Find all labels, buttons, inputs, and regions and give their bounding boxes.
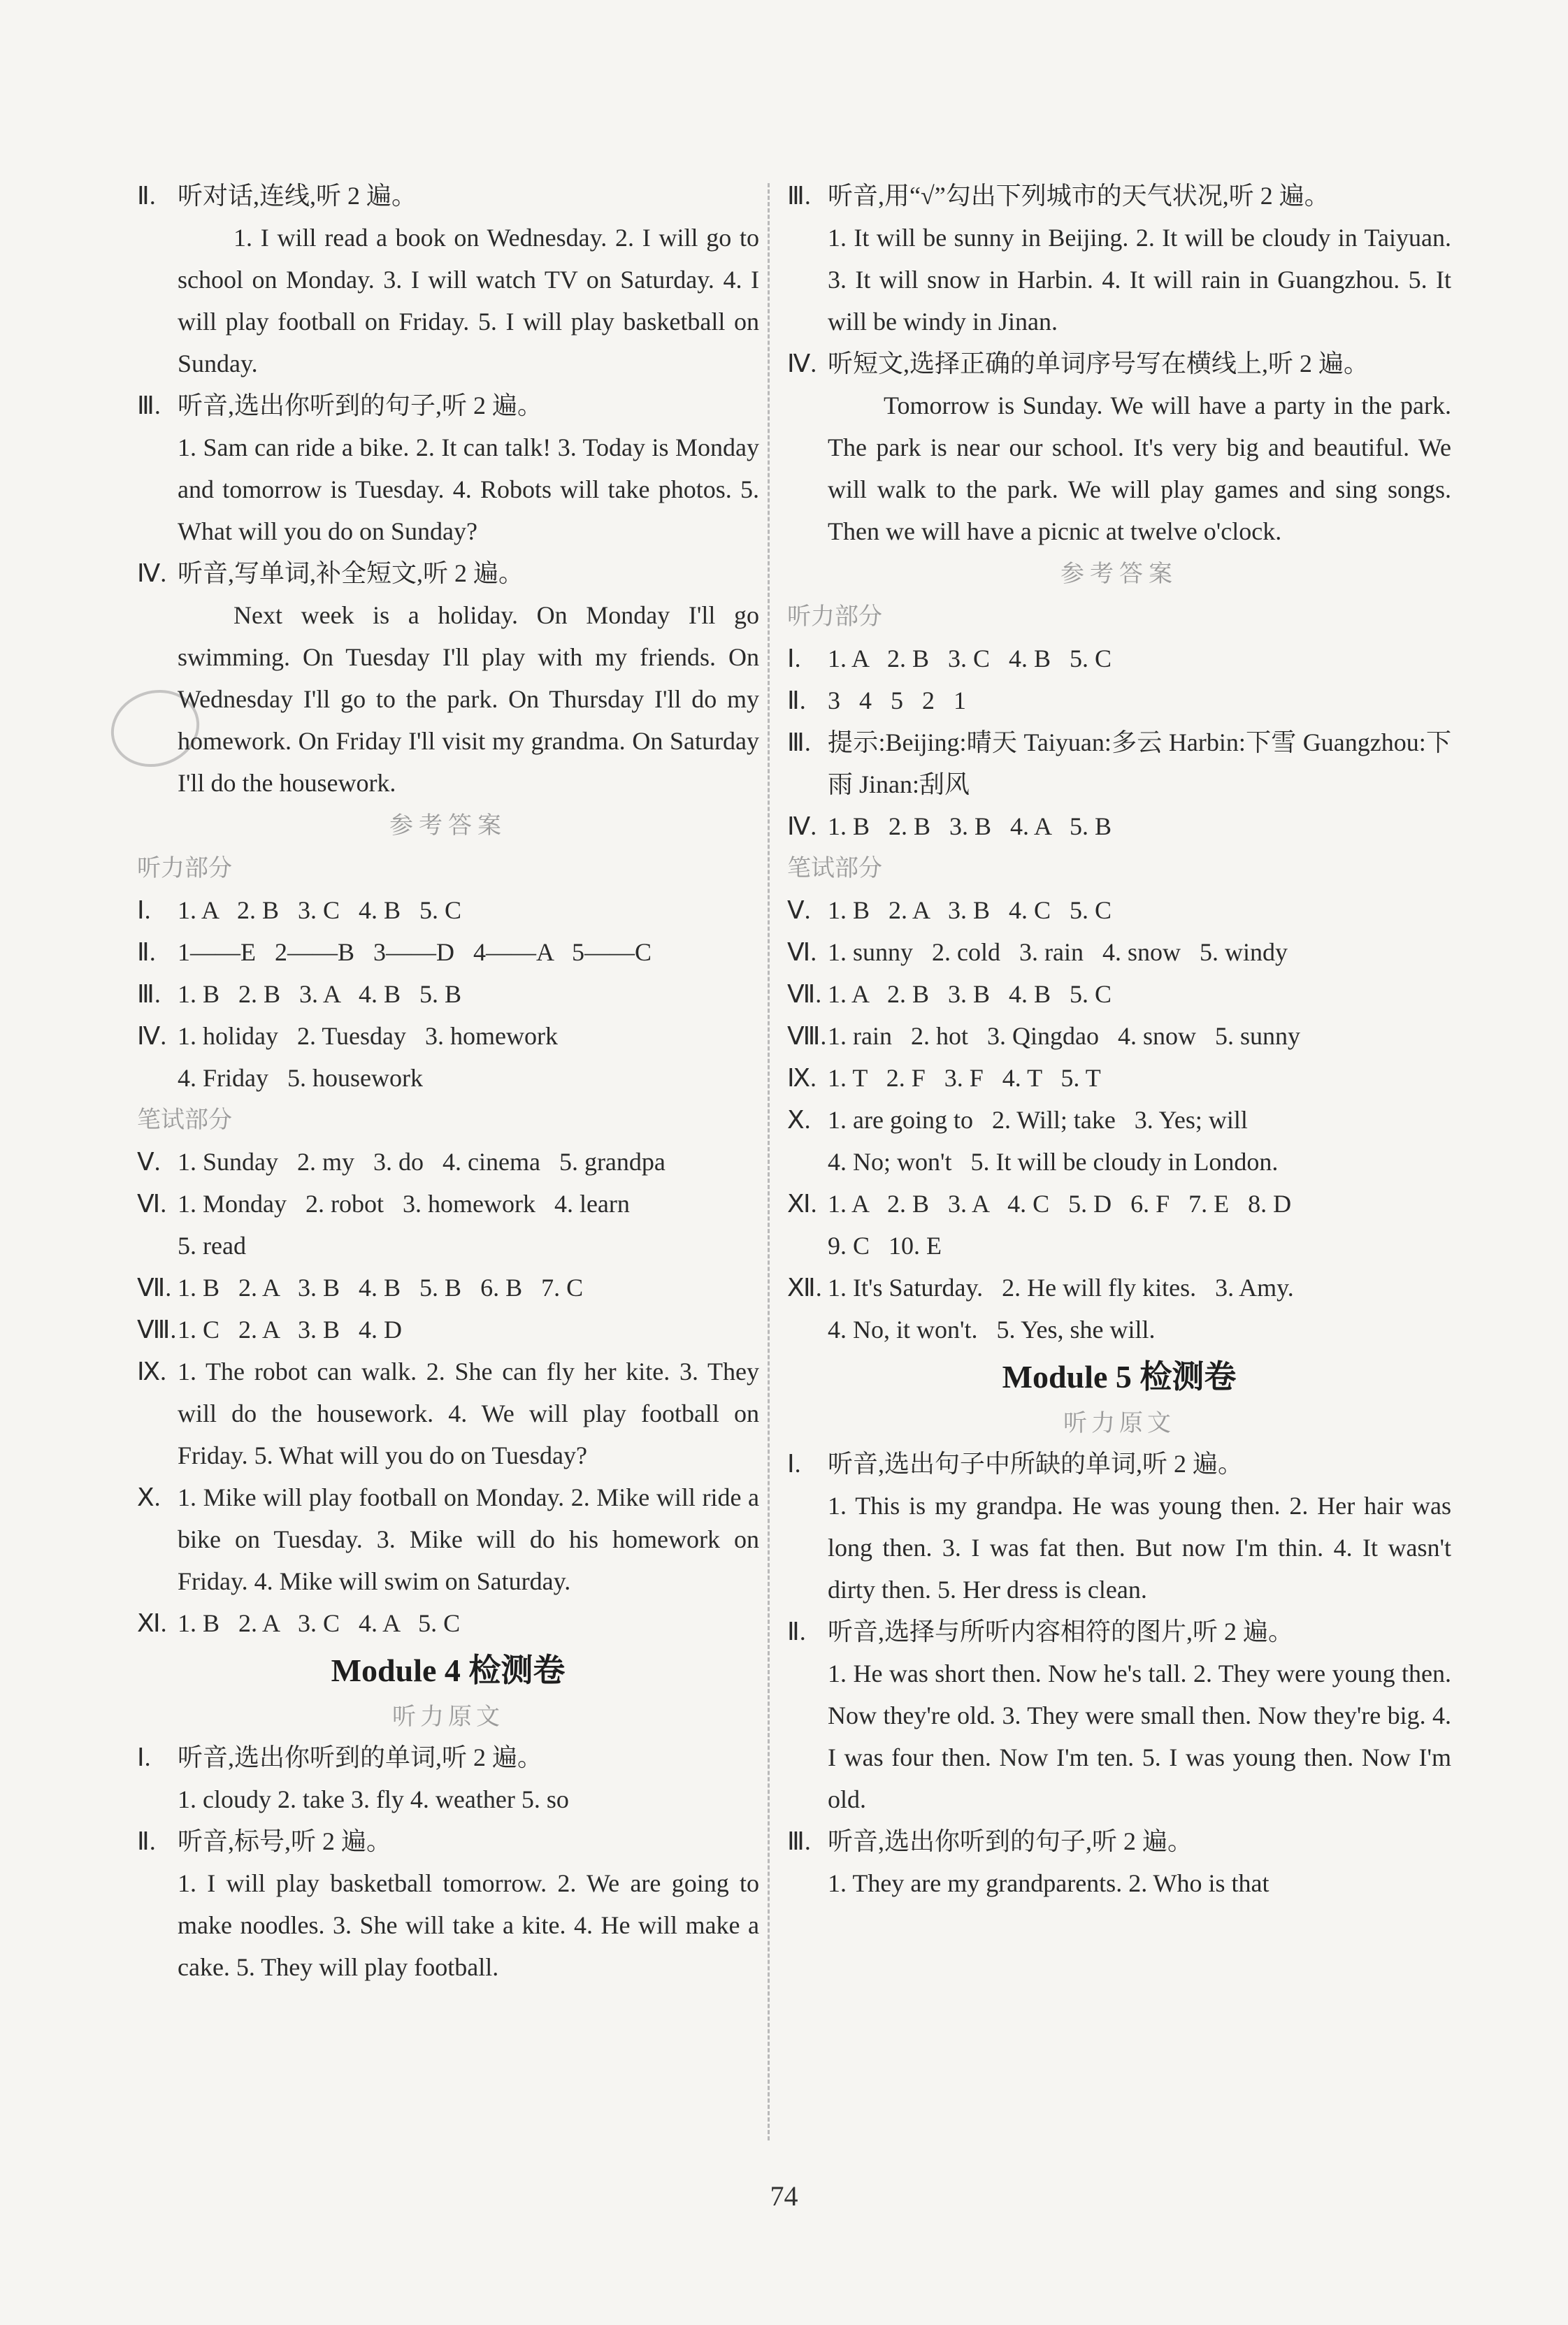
section-text: 1. cloudy 2. take 3. fly 4. weather 5. so	[178, 1785, 569, 1813]
section-text: 1. They are my grandparents. 2. Who is that	[828, 1869, 1269, 1897]
row-number: Ⅶ.	[137, 1274, 172, 1302]
answer-row	[137, 1267, 759, 1309]
module-5-section-1	[787, 1443, 1451, 1611]
section-number: Ⅲ.	[137, 391, 161, 419]
row-number: Ⅴ.	[137, 1148, 161, 1176]
row-text: 1. C 2. A 3. B 4. D	[178, 1316, 403, 1344]
row-text: 1. B 2. A 3. B 4. C 5. C	[828, 896, 1112, 924]
answer-row	[787, 889, 1451, 931]
module-4-section-2	[137, 1820, 759, 1988]
row-number: Ⅵ.	[787, 938, 817, 966]
answer-row	[137, 1015, 759, 1099]
answer-row	[137, 1183, 759, 1267]
section-text: 1. Sam can ride a bike. 2. It can talk! 3. Today is Monday and tomorrow is Tuesday. 4. Robots will take photos. 5. What will you do on Sunday?	[178, 433, 759, 545]
row-number: Ⅲ.	[137, 980, 161, 1008]
section-number: Ⅲ.	[787, 1827, 811, 1855]
section-number: Ⅱ.	[137, 1827, 156, 1855]
section-4	[137, 552, 759, 804]
row-number: Ⅷ.	[137, 1316, 177, 1344]
section-heading: 听音,选出你听到的单词,听 2 遍。	[178, 1743, 543, 1771]
row-number: Ⅻ.	[787, 1274, 822, 1302]
row-text: 1. A 2. B 3. B 4. B 5. C	[828, 980, 1112, 1008]
row-number: Ⅸ.	[137, 1358, 167, 1385]
row-number: Ⅰ.	[137, 896, 151, 924]
row-text: 1. Mike will play football on Monday. 2. Mike will ride a bike on Tuesday. 3. Mike will do his homework on Friday. 4. Mike will swim on Saturday.	[178, 1483, 759, 1595]
row-text: 3 4 5 2 1	[828, 686, 966, 714]
module-4-title: Module 4 检测卷	[331, 1653, 566, 1688]
answer-row	[787, 1015, 1451, 1057]
section-heading: 听音,选出你听到的句子,听 2 遍。	[178, 391, 543, 419]
module-5-subtitle: 听力原文	[1063, 1409, 1175, 1437]
row-text: 1. It's Saturday. 2. He will fly kites. 3. Amy. 4. No, it won't. 5. Yes, she will.	[828, 1274, 1294, 1344]
row-number: Ⅱ.	[137, 938, 156, 966]
row-text: 1. rain 2. hot 3. Qingdao 4. snow 5. sunny	[828, 1022, 1300, 1050]
section-4	[787, 343, 1451, 552]
section-heading: 听音,选出句子中所缺的单词,听 2 遍。	[828, 1450, 1244, 1478]
section-number: Ⅱ.	[137, 182, 156, 210]
row-text: 1. Sunday 2. my 3. do 4. cinema 5. grandpa	[178, 1148, 666, 1176]
module-5-section-3	[787, 1820, 1451, 1904]
section-heading: 听对话,连线,听 2 遍。	[178, 182, 417, 210]
answer-row	[787, 1267, 1451, 1351]
listening-label: 听力部分	[787, 603, 882, 631]
answer-title: 参考答案	[389, 812, 507, 840]
row-number: Ⅺ.	[787, 1190, 817, 1218]
row-text: 1. are going to 2. Will; take 3. Yes; will 4. No; won't 5. It will be cloudy in London.	[828, 1106, 1279, 1176]
section-number: Ⅳ.	[137, 559, 167, 587]
row-number: Ⅰ.	[787, 645, 801, 672]
row-number: Ⅹ.	[787, 1106, 811, 1134]
row-text: 1. The robot can walk. 2. She can fly her kite. 3. They will do the housework. 4. We will play football on Friday. 5. What will you do on Tuesday?	[178, 1358, 759, 1469]
passage-text: Tomorrow is Sunday. We will have a party in the park. The park is near our school. It's very big and beautiful. We will walk to the park. We will play games and sing songs. Then we will have a picnic at twelve o'clock.	[828, 391, 1451, 545]
section-heading: 听音,选出你听到的句子,听 2 遍。	[828, 1827, 1193, 1855]
section-3	[137, 384, 759, 552]
row-number: Ⅷ.	[787, 1022, 827, 1050]
answer-row	[787, 1183, 1451, 1267]
answer-row	[787, 931, 1451, 973]
answer-row	[787, 721, 1451, 805]
row-number: Ⅸ.	[787, 1064, 817, 1092]
answer-row	[787, 973, 1451, 1015]
row-text: 1. T 2. F 3. F 4. T 5. T	[828, 1064, 1101, 1092]
answer-row	[137, 973, 759, 1015]
answer-row	[787, 1099, 1451, 1183]
answer-row	[137, 1351, 759, 1476]
row-number: Ⅺ.	[137, 1609, 167, 1637]
writing-label: 笔试部分	[787, 854, 882, 882]
section-heading: 听音,选择与所听内容相符的图片,听 2 遍。	[828, 1618, 1294, 1646]
section-text: 1. This is my grandpa. He was young then. 2. Her hair was long then. 3. I was fat then. But now I'm thin. 4. It wasn't dirty then. 5. Her dress is clean.	[828, 1492, 1451, 1604]
row-number: Ⅳ.	[787, 812, 817, 840]
right-column	[787, 175, 1451, 1904]
row-text: 1. B 2. A 3. B 4. B 5. B 6. B 7. C	[178, 1274, 584, 1302]
column-divider	[768, 183, 770, 2140]
row-text: 1——E 2——B 3——D 4——A 5——C	[178, 938, 652, 966]
section-text: 1. He was short then. Now he's tall. 2. They were young then. Now they're old. 3. They were small then. Now they're big. 4. I was four then. Now I'm ten. 5. I was young then. Now I'm old.	[828, 1660, 1451, 1813]
section-2	[137, 175, 759, 384]
answer-row	[137, 1309, 759, 1351]
answer-row	[787, 805, 1451, 847]
answer-row	[137, 1602, 759, 1644]
section-heading: 听音,写单词,补全短文,听 2 遍。	[178, 559, 524, 587]
section-text: 1. I will read a book on Wednesday. 2. I will go to school on Monday. 3. I will watch TV on Saturday. 4. I will play football on Friday. 5. I will play basketball on Sunday.	[178, 224, 759, 377]
answer-title: 参考答案	[1060, 560, 1178, 588]
row-text: 1. B 2. B 3. A 4. B 5. B	[178, 980, 462, 1008]
section-number: Ⅳ.	[787, 350, 817, 377]
section-heading: 听音,标号,听 2 遍。	[178, 1827, 392, 1855]
section-text: 1. I will play basketball tomorrow. 2. We are going to make noodles. 3. She will take a kite. 4. He will make a cake. 5. They will play football.	[178, 1869, 759, 1981]
section-number: Ⅱ.	[787, 1618, 806, 1646]
answer-row	[137, 889, 759, 931]
answer-row	[137, 931, 759, 973]
answer-row	[137, 1141, 759, 1183]
row-text: 1. A 2. B 3. A 4. C 5. D 6. F 7. E 8. D 9. C 10. E	[828, 1190, 1292, 1260]
section-number: Ⅰ.	[137, 1743, 151, 1771]
row-text: 1. B 2. A 3. C 4. A 5. C	[178, 1609, 461, 1637]
writing-label: 笔试部分	[137, 1106, 232, 1134]
module-4-section-1	[137, 1736, 759, 1820]
section-heading: 听短文,选择正确的单词序号写在横线上,听 2 遍。	[828, 350, 1369, 377]
row-text: 1. holiday 2. Tuesday 3. homework 4. Friday 5. housework	[178, 1022, 558, 1092]
row-number: Ⅵ.	[137, 1190, 167, 1218]
passage-text: Next week is a holiday. On Monday I'll go swimming. On Tuesday I'll play with my friends. On Wednesday I'll go to the park. On Thursday I'll do my homework. On Friday I'll visit my grandma. On Saturday I'll do the housework.	[178, 601, 759, 797]
section-number: Ⅰ.	[787, 1450, 801, 1478]
row-text: 1. Monday 2. robot 3. homework 4. learn 5. read	[178, 1190, 630, 1260]
answer-row	[787, 679, 1451, 721]
answer-row	[137, 1476, 759, 1602]
module-4-subtitle: 听力原文	[392, 1703, 504, 1731]
row-number: Ⅹ.	[137, 1483, 161, 1511]
row-text: 提示:Beijing:晴天 Taiyuan:多云 Harbin:下雪 Guangzhou:下雨 Jinan:刮风	[828, 728, 1451, 798]
row-number: Ⅲ.	[787, 728, 811, 756]
section-text: 1. It will be sunny in Beijing. 2. It will be cloudy in Taiyuan. 3. It will snow in Harbin. 4. It will rain in Guangzhou. 5. It will be windy in Jinan.	[828, 224, 1451, 336]
row-number: Ⅳ.	[137, 1022, 167, 1050]
page-number: 74	[770, 2180, 798, 2212]
section-number: Ⅲ.	[787, 182, 811, 210]
left-column	[137, 175, 759, 1988]
section-heading: 听音,用“√”勾出下列城市的天气状况,听 2 遍。	[828, 182, 1330, 210]
section-3	[787, 175, 1451, 343]
row-text: 1. A 2. B 3. C 4. B 5. C	[828, 645, 1112, 672]
row-number: Ⅶ.	[787, 980, 822, 1008]
module-5-title: Module 5 检测卷	[1002, 1359, 1237, 1395]
answer-row	[787, 638, 1451, 679]
row-text: 1. B 2. B 3. B 4. A 5. B	[828, 812, 1112, 840]
listening-label: 听力部分	[137, 854, 232, 882]
row-text: 1. sunny 2. cold 3. rain 4. snow 5. windy	[828, 938, 1288, 966]
answer-row	[787, 1057, 1451, 1099]
row-number: Ⅴ.	[787, 896, 811, 924]
module-5-section-2	[787, 1611, 1451, 1820]
row-text: 1. A 2. B 3. C 4. B 5. C	[178, 896, 462, 924]
row-number: Ⅱ.	[787, 686, 806, 714]
